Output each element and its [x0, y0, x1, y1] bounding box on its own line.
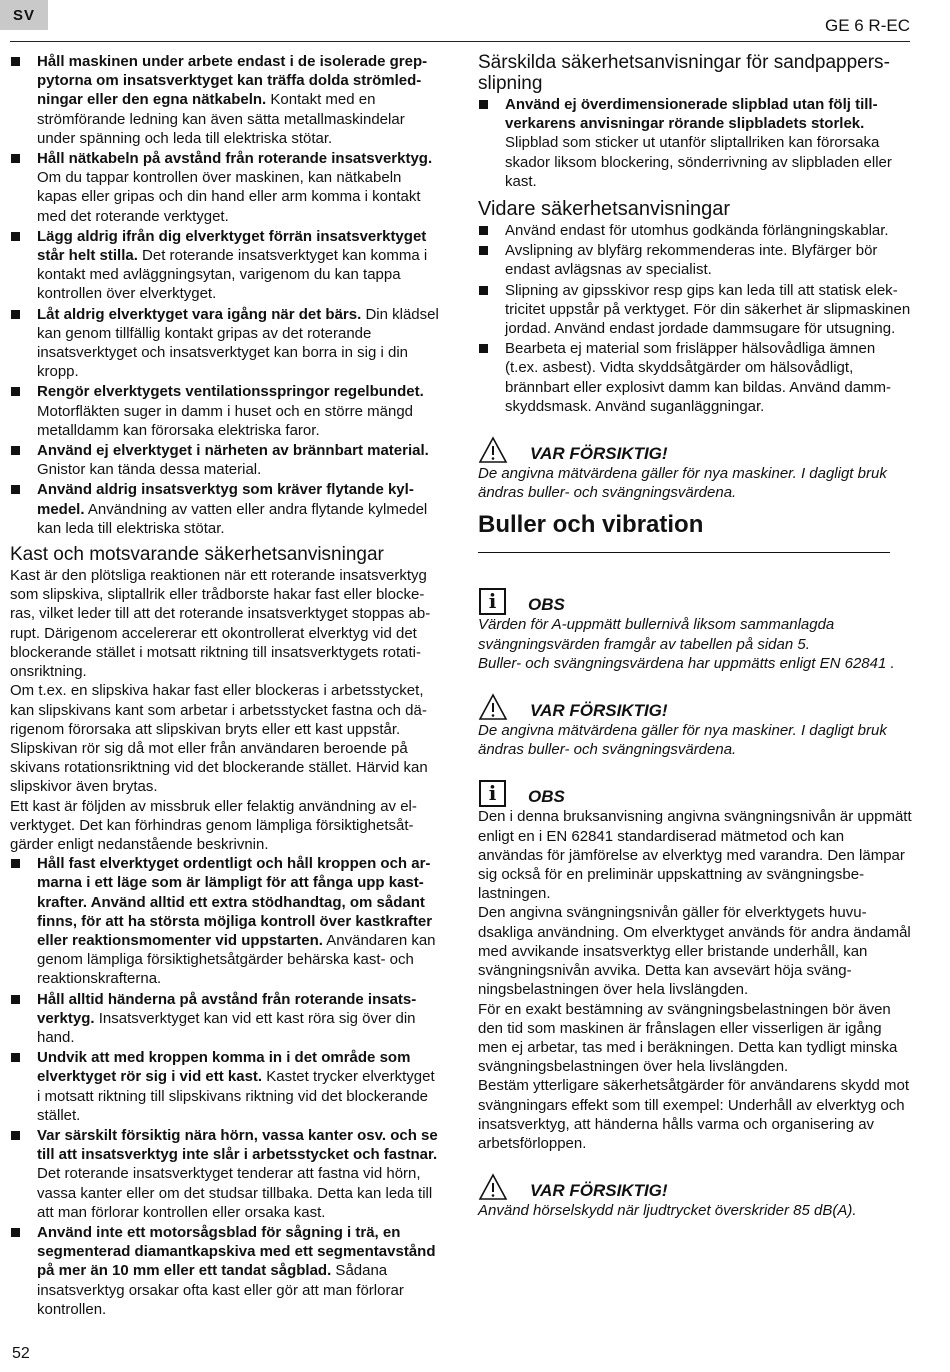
list-item [10, 854, 442, 988]
bullet-text: Använd endast för utomhus godkända förlängningskablar. [505, 222, 889, 240]
info-icon: i [479, 588, 506, 615]
caution-header [478, 432, 912, 464]
obs-label: OBS [528, 787, 565, 807]
list-item [10, 1048, 442, 1125]
bullet-square-icon [11, 154, 20, 163]
header-divider [10, 41, 910, 42]
bullet-square-icon [11, 1228, 20, 1237]
bullet-text: Avslipning av blyfärg rekommenderas inte. Blyfärger bör endast avlägsnas av specialist. [505, 242, 878, 279]
obs-paragraph: För en exakt bestämning av svängningsbelastningen bör även den tid som maskinen är frånslagen eller visserligen är igång men ej arbetar, tas med i beräkningen. Detta kan tydligt minska svängningsbelastningen över hela livslängden. [478, 1000, 898, 1076]
model-name: GE 6 R-EC [824, 16, 910, 35]
bullet-square-icon [11, 310, 20, 319]
bullet-text: Motorfläkten suger in damm i huset och en större mängd metalldamm kan förorsaka elektriska faror. [37, 402, 414, 439]
bullet-square-icon [479, 100, 488, 109]
list-item [10, 990, 442, 1048]
caution-text: De angivna mätvärdena gäller för nya maskiner. I dagligt bruk ändras buller- och svängningsvärdena. [478, 722, 887, 759]
list-item [478, 221, 912, 240]
language-tag: SV [0, 0, 48, 30]
bullet-text: Det roterande insatsverktyget kan komma i kontakt med avläggningsytan, varigenom du kan tappa kontrollen över elverktyget. [37, 247, 428, 303]
caution-label: VAR FÖRSIKTIG! [530, 443, 668, 463]
tool-safety-list [10, 52, 442, 538]
bullet-square-icon [11, 1053, 20, 1062]
list-item [10, 1126, 442, 1222]
bullet-text: Användning av vatten eller andra flytande kylmedel kan leda till elektriska stötar. [37, 500, 428, 537]
list-item [478, 281, 912, 339]
bullet-bold-text: Håll alltid händerna på avstånd från roterande insatsverktyg. [37, 990, 417, 1027]
bullet-square-icon [479, 246, 488, 255]
noise-vibration-heading: Buller och vibration [478, 510, 890, 553]
caution-text: Använd hörselskydd när ljudtrycket överskrider 85 dB(A). [478, 1202, 857, 1220]
kickback-list [10, 854, 442, 1319]
list-item [478, 339, 912, 416]
list-item [10, 149, 442, 226]
obs-paragraph: Den i denna bruksanvisning angivna svängningsnivån är uppmätt enligt en i EN 62841 standardiserad mätmetod och kan användas för jämförelse av elverktyg med varandra. Den lämpar sig också för en preliminär uppskattning av svängningsbelastningen. [478, 808, 912, 903]
kickback-paragraph: Ett kast är följden av missbruk eller felaktig användning av elverktyget. Det kan förhindras genom lämpliga försiktighetsåtgärder enligt nedanstående beskrivnin. [10, 797, 417, 853]
bullet-text: Bearbeta ej material som frisläpper hälsovådliga ämnen (t.ex. asbest). Vidta skyddsåtgärder om hälsovådligt, brännbart eller explosivt damm kan bildas. Använd dammskyddsmask. Använd suganläggningar. [505, 340, 892, 415]
info-icon: i [479, 780, 506, 807]
caution-text: De angivna mätvärdena gäller för nya maskiner. I dagligt bruk ändras buller- och svängningsvärdena. [478, 465, 887, 502]
list-item [478, 95, 912, 191]
list-item [10, 441, 442, 479]
list-item [10, 227, 442, 304]
page-number: 52 [12, 1345, 30, 1362]
bullet-text: Slipning av gipsskivor resp gips kan leda till att statisk elektricitet uppstår på verktyget. För din säkerhet är slipmaskinen jordad. Använd endast jordade dammsugare för utsugning. [505, 281, 911, 338]
kickback-paragraph: Kast är den plötsliga reaktionen när ett roterande insatsverktyg som slipskiva, sliptallrik eller trådborste hakar fast eller blockeras, vilket leder till att det roterande insatsverktyget stoppas abrupt. Därigenom accelererar ett okontrollerat elverktyg vid det blockerande stället i motsatt riktning till insatsverktygets rotationsriktning. [10, 567, 431, 681]
left-column [10, 52, 442, 1320]
bullet-text: Din klädsel kan genom tillfällig kontakt gripas av det roterande insatsverktyget och insatsverktyget kan borra in sig i din kropp. [37, 305, 439, 381]
kickback-heading: Kast och motsvarande säkerhetsanvisningar [10, 544, 384, 566]
warning-triangle-icon [478, 436, 508, 464]
obs-text: Värden för A-uppmätt bullernivå liksom sammanlagda svängningsvärden framgår av tabellen på sidan 5. [478, 616, 835, 653]
bullet-bold-text: Håll nätkabeln på avstånd från roterande insatsverktyg. [37, 150, 433, 168]
bullet-bold-text: Var särskilt försiktig nära hörn, vassa kanter osv. och se till att insatsverktyg inte slår i arbetsstycket och fastnar. [37, 1126, 438, 1164]
list-item [10, 382, 442, 440]
kickback-paragraph: Om t.ex. en slipskiva hakar fast eller blockeras i arbetsstycket, kan slipskivans kant som arbetar i arbetsstycket fastna och därigenom förorsaka att slipskivan bryts eller ett kast uppstår. Slipskivan rör sig då mot eller från användaren beroende på skivans rotationsriktning vid det blockerande stället. Härvid kan slipskivor även brytas. [10, 682, 428, 796]
list-item [478, 241, 912, 279]
list-item [10, 480, 442, 538]
warning-triangle-icon [478, 693, 508, 721]
sanding-heading: Särskilda säkerhetsanvisningar för sandpappersslipning [478, 52, 890, 94]
list-item [10, 1223, 442, 1319]
bullet-square-icon [11, 859, 20, 868]
bullet-text: Sådana insatsverktyg orsakar ofta kast eller gör att man förlorar kontrollen. [37, 1262, 404, 1318]
bullet-square-icon [11, 232, 20, 241]
caution-header [478, 1169, 912, 1201]
obs-text: Buller- och svängningsvärdena har uppmätts enligt EN 62841 . [478, 654, 895, 672]
bullet-square-icon [11, 485, 20, 494]
further-safety-list [478, 221, 912, 416]
bullet-square-icon [11, 995, 20, 1004]
bullet-bold-text: Rengör elverktygets ventilationsspringor regelbundet. [37, 383, 424, 401]
caution-label: VAR FÖRSIKTIG! [530, 1180, 668, 1200]
bullet-bold-text: Lägg aldrig ifrån dig elverktyget förrän insatsverktyget står helt stilla. [37, 227, 427, 265]
bullet-square-icon [479, 226, 488, 235]
bullet-text: Det roterande insatsverktyget tenderar att fastna vid hörn, vassa kanter eller om det studsar tillbaka. Detta kan leda till att man förlorar kontrollen eller orsaka kast. [37, 1165, 433, 1221]
bullet-bold-text: Håll maskinen under arbete endast i de isolerade greppytorna om insatsverktyget kan träffa dolda strömledningar eller den egna nätkabeln. [37, 53, 428, 109]
list-item [10, 305, 442, 382]
bullet-bold-text: Använd inte ett motorsågsblad för sågning i trä, en segmenterad diamantkapskiva med ett segmentavstånd på mer än 10 mm eller ett tandat sågblad. [37, 1223, 436, 1280]
further-safety-heading: Vidare säkerhetsanvisningar [478, 198, 731, 221]
bullet-square-icon [11, 1131, 20, 1140]
obs-paragraph: Den angivna svängningsnivån gäller för elverktygets huvudsakliga användning. Om elverktyget används för andra ändamål med avvikande insatsverktyg eller bristande underhåll, kan svängningsnivån avvika. Detta kan avsevärt höja svängningsbelastningen över hela livslängden. [478, 904, 911, 999]
bullet-bold-text: Använd aldrig insatsverktyg som kräver flytande kylmedel. [37, 481, 414, 518]
warning-triangle-icon [478, 1173, 508, 1201]
list-item [10, 52, 442, 148]
bullet-bold-text: Låt aldrig elverktyget vara igång när det bärs. [37, 305, 362, 323]
bullet-bold-text: Använd ej elverktyget i närheten av brännbart material. [37, 442, 429, 460]
bullet-square-icon [11, 387, 20, 396]
bullet-bold-text: Undvik att med kroppen komma in i det område som elverktyget rör sig i vid ett kast. [37, 1049, 411, 1086]
caution-label: VAR FÖRSIKTIG! [530, 700, 668, 720]
bullet-text: Kontakt med en strömförande ledning kan även sätta metallmaskindelar under spänning och leda till elektriska stötar. [37, 91, 405, 147]
sanding-list [478, 95, 912, 191]
obs-label: OBS [528, 595, 565, 615]
bullet-text: Gnistor kan tända dessa material. [37, 461, 262, 479]
obs-header [478, 775, 912, 807]
bullet-square-icon [479, 344, 488, 353]
bullet-square-icon [11, 446, 20, 455]
bullet-text: Användaren kan genom lämpliga försiktighetsåtgärder behärska kast- och reaktionskrafterna. [37, 931, 436, 988]
right-column [478, 52, 912, 1220]
bullet-bold-text: Håll fast elverktyget ordentligt och håll kroppen och armarna i ett läge som är lämpligt för att fånga upp kastkrafter. Använd alltid ett extra stödhandtag, om sådant finns, för att ha största möjliga kontroll över kastkrafter eller reaktionsmomenter vid uppstarten. [37, 855, 433, 949]
bullet-bold-text: Använd ej överdimensionerade slipblad utan följ tillverkarens anvisningar rörande slipbladets storlek. [505, 96, 878, 133]
bullet-text: Slipblad som sticker ut utanför sliptallriken kan förorsaka skador liksom blockering, sönderrivning av slipbladen eller kast. [505, 134, 892, 190]
bullet-text: Insatsverktyget kan vid ett kast röra sig över din hand. [37, 1009, 416, 1046]
obs-header [478, 583, 912, 615]
obs-paragraph: Bestäm ytterligare säkerhetsåtgärder för användarens skydd mot svängningars effekt som till exempel: Underhåll av elverktyg och insatsverktyg, att händerna hålls varma och organisering av arbetsförloppen. [478, 1077, 910, 1152]
bullet-text: Kastet trycker elverktyget i motsatt riktning till slipskivans riktning vid det blockerande stället. [37, 1068, 435, 1124]
bullet-text: Om du tappar kontrollen över maskinen, kan nätkabeln kapas eller gripas och din hand eller arm komma i kontakt med det roterande verktyget. [37, 169, 421, 225]
bullet-square-icon [11, 57, 20, 66]
bullet-square-icon [479, 286, 488, 295]
caution-header [478, 689, 912, 721]
